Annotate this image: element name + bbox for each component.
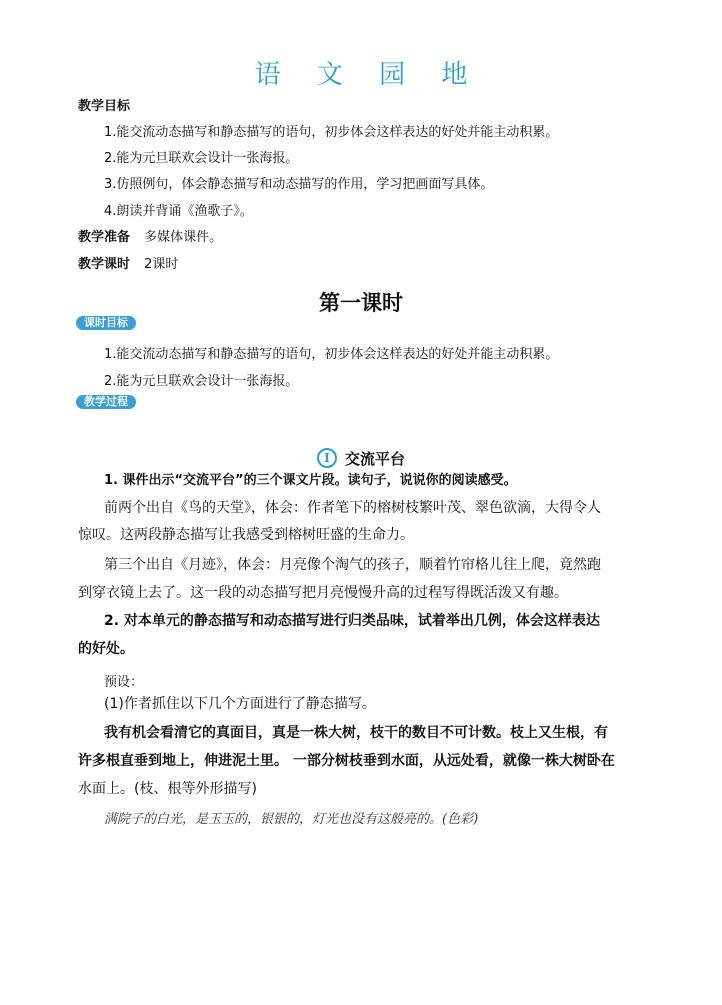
- quote-line: [78, 751, 615, 771]
- handwritten-line: 满院子的白光，是玉玉的，银银的，灯光也没有这般亮的。(色彩): [104, 812, 479, 827]
- process-badge: 教学过程: [76, 395, 136, 409]
- quote-line: 我有机会看清它的真面目，真是一株大树，枝干的数目不可计数。枝上又生根，有: [104, 725, 608, 741]
- preset-label: 预设：: [104, 675, 144, 690]
- hours-value: 2课时: [144, 257, 179, 272]
- q1-answer-line: 前两个出自《鸟的天堂》，体会：作者笔下的榕树枝繁叶茂、翠色欲滴，大得令人: [104, 500, 601, 516]
- goals-heading: 教学目标: [78, 99, 131, 114]
- q1-answer-line: 到穿衣镜上去了。这一段的动态描写把月亮慢慢升高的过程写得既活泼又有趣。: [78, 585, 568, 601]
- q1-answer-line: 惊叹。这两段静态描写让我感受到榕树旺盛的生命力。: [78, 527, 414, 543]
- goal-item: 1.能交流动态描写和静态描写的语句，初步体会这样表达的好处并能主动积累。: [104, 125, 559, 140]
- q2-prompt: 的好处。: [78, 641, 134, 657]
- section-number-icon: I: [317, 448, 337, 468]
- quote-line: 水面上。(枝、根等外形描写): [78, 781, 257, 797]
- prep-line: [78, 229, 222, 247]
- prep-label: 教学准备: [78, 230, 131, 245]
- preset-item: (1)作者抓住以下几个方面进行了静态描写。: [104, 696, 376, 712]
- quote-text: 许多根直垂到地上，伸进泥土里。 一部分树枝垂到水面，从远处看，就像一株大树卧在: [78, 753, 615, 769]
- lesson-goal-item: 1.能交流动态描写和静态描写的语句，初步体会这样表达的好处并能主动积累。: [104, 347, 559, 362]
- goal-item: 4.朗读并背诵《渔歌子》。: [104, 204, 253, 219]
- hours-line: [78, 256, 178, 274]
- section-label: 交流平台: [344, 449, 405, 468]
- lesson-goal-item: 2.能为元旦联欢会设计一张海报。: [104, 374, 299, 389]
- lesson-title: 第一课时: [319, 290, 403, 315]
- q2-prompt: 2. 对本单元的静态描写和动态描写进行归类品味，试着举出几例，体会这样表达: [104, 613, 600, 629]
- q1-prompt: 1. 课件出示“交流平台”的三个课文片段。读句子，说说你的阅读感受。: [104, 473, 517, 488]
- hours-label: 教学课时: [78, 257, 131, 272]
- prep-value: 多媒体课件。: [144, 230, 223, 245]
- q1-answer-line: 第三个出自《月迹》，体会：月亮像个淘气的孩子，顺着竹帘格儿往上爬，竟然跑: [104, 557, 601, 573]
- goal-item: 3.仿照例句，体会静态描写和动态描写的作用，学习把画面写具体。: [104, 177, 494, 192]
- lesson-goals-badge: 课时目标: [76, 316, 136, 330]
- goal-item: 2.能为元旦联欢会设计一张海报。: [104, 151, 299, 166]
- section-heading: [0, 447, 722, 469]
- page-title: 语 文 园 地: [254, 60, 482, 90]
